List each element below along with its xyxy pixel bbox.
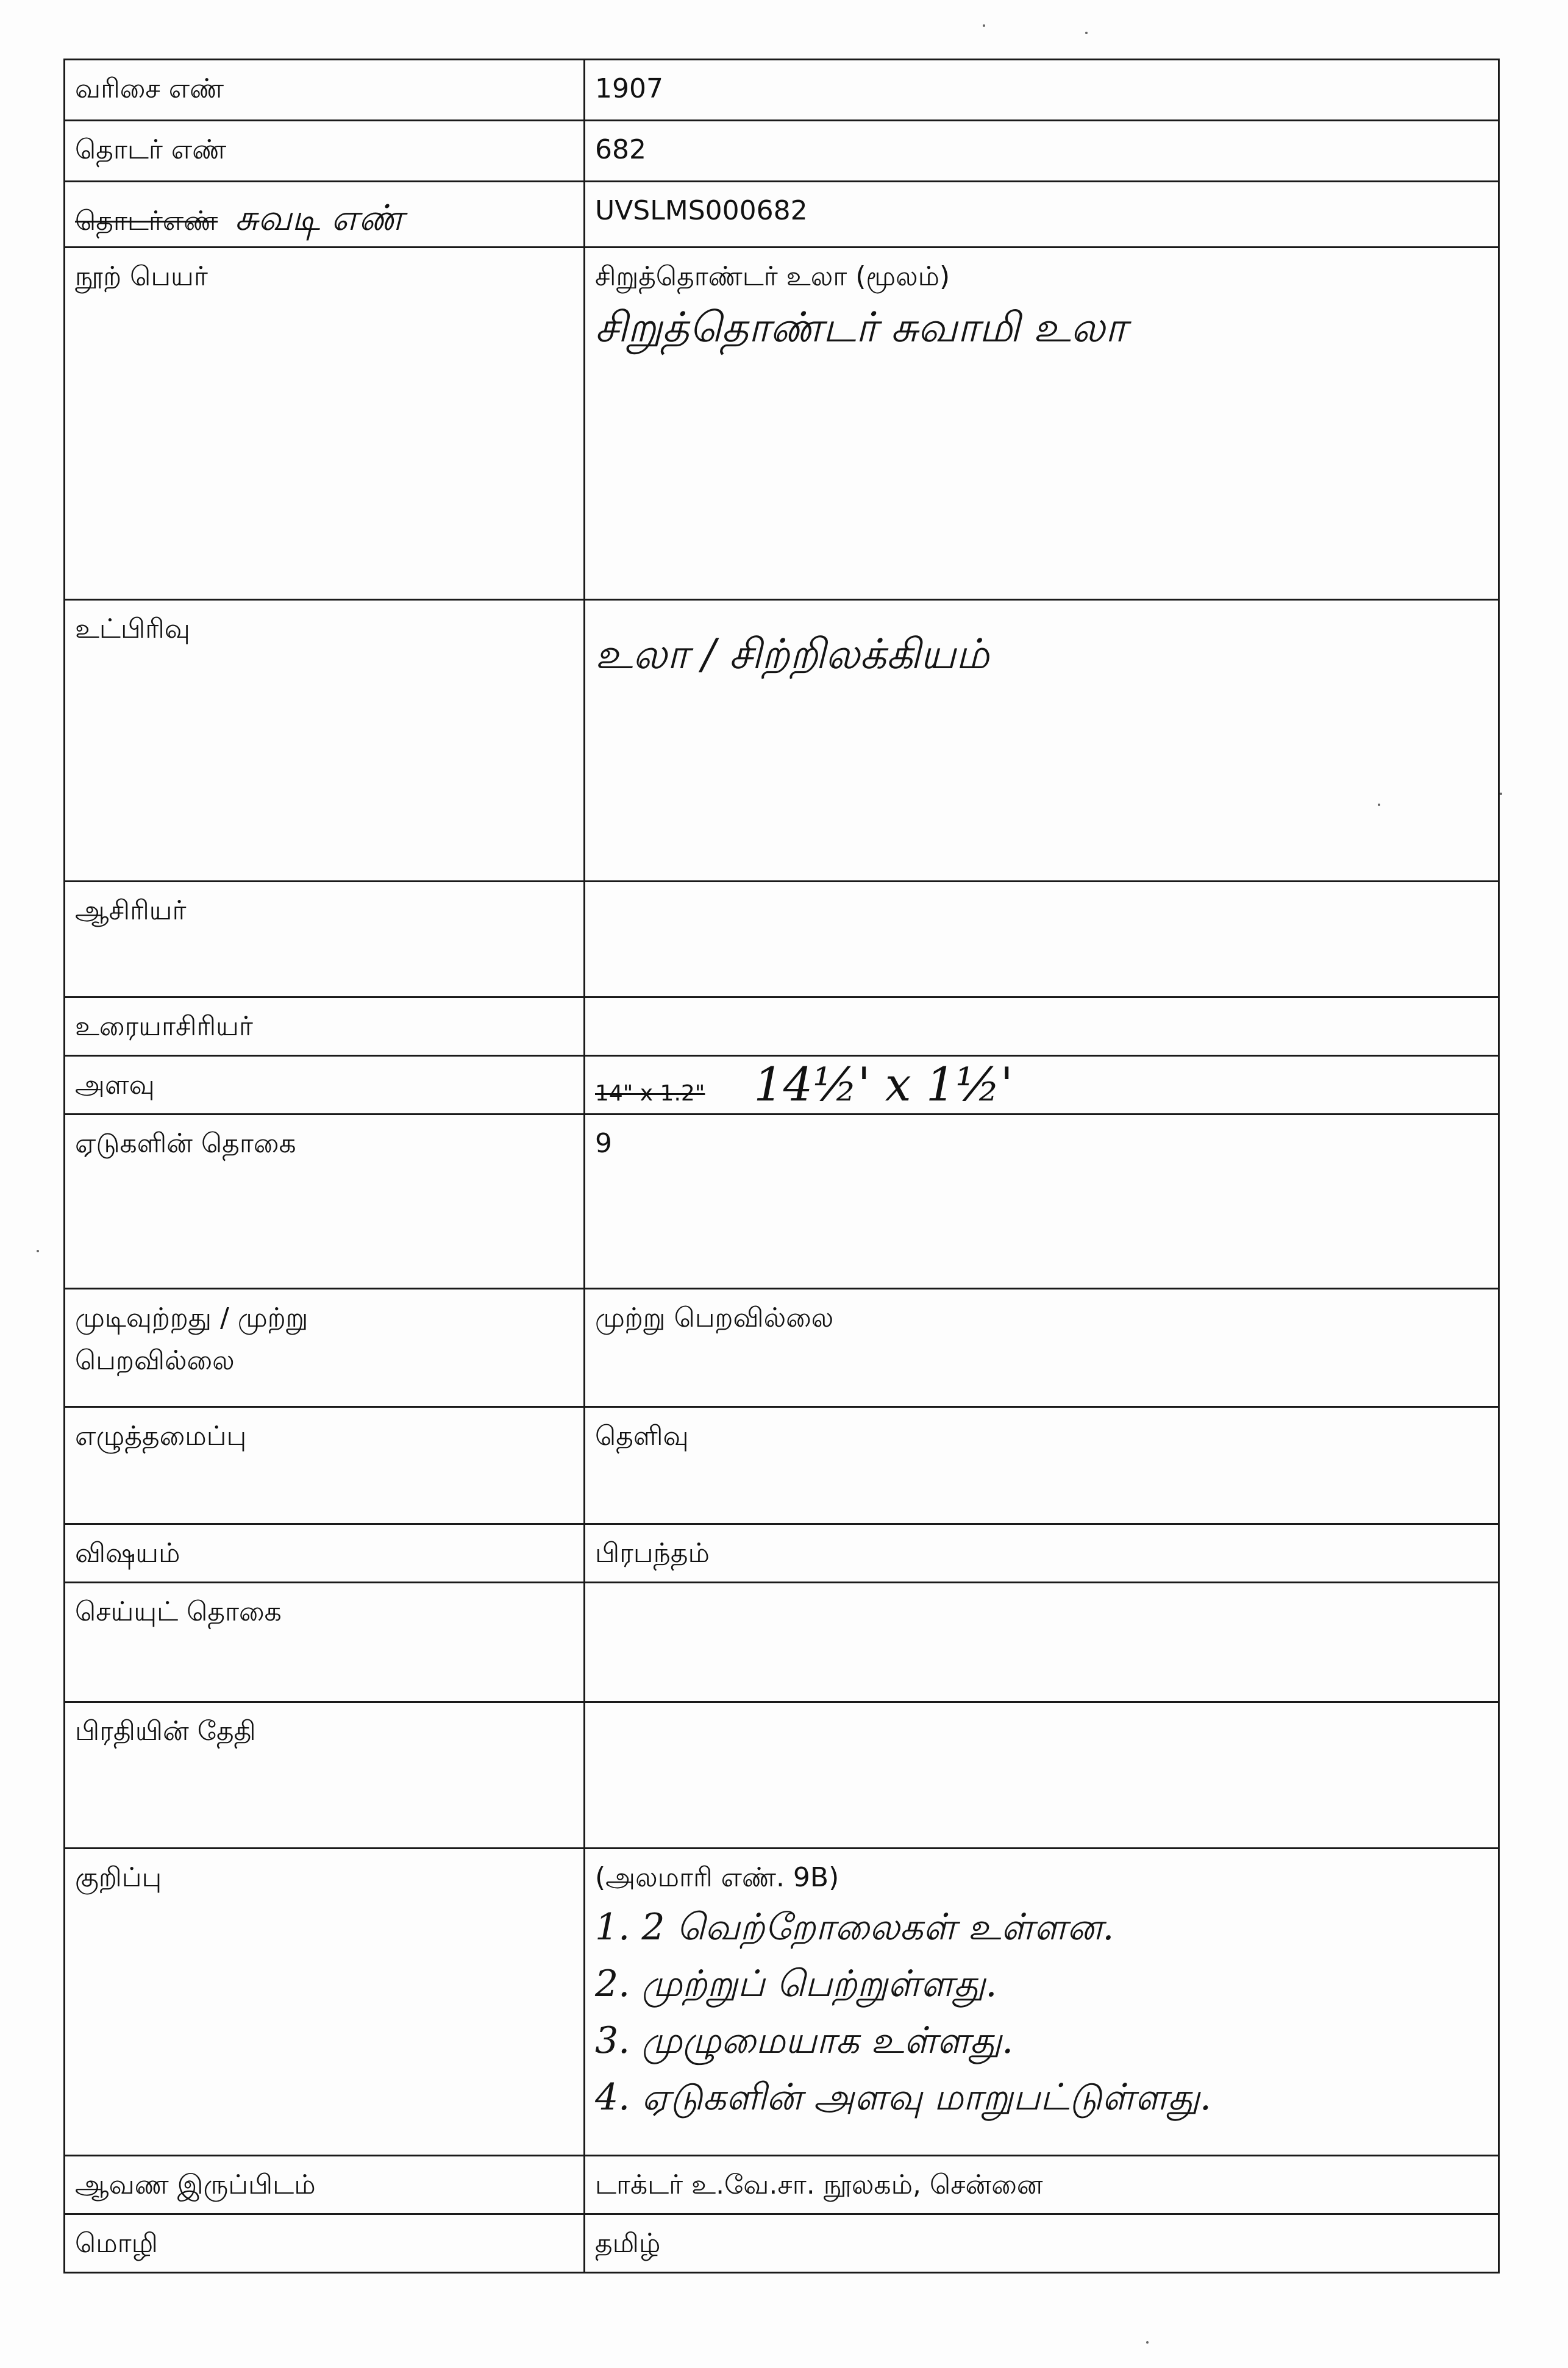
subject-value: பிரபந்தம் bbox=[585, 1524, 1499, 1582]
row-subject bbox=[65, 1524, 1499, 1582]
language-value: தமிழ் bbox=[585, 2214, 1499, 2272]
row-notes bbox=[65, 1848, 1499, 2155]
repository-value: டாக்டர் உ.வே.சா. நூலகம், சென்னை bbox=[585, 2155, 1499, 2214]
title-handwritten: சிறுத்தொண்டர் சுவாமி உலா bbox=[595, 304, 1127, 352]
verses-value bbox=[585, 1582, 1499, 1702]
title-cell bbox=[585, 247, 1499, 599]
series-no-label: தொடர் எண் bbox=[65, 121, 585, 182]
row-repository bbox=[65, 2155, 1499, 2214]
copy-date-value bbox=[585, 1702, 1499, 1848]
verses-label: செய்யுட் தொகை bbox=[65, 1582, 585, 1702]
notes-line-1: 1. 2 வெற்றோலைகள் உள்ளன. bbox=[595, 1906, 1114, 1949]
row-size bbox=[65, 1055, 1499, 1114]
size-printed-struck: 14" x 1.2" bbox=[595, 1080, 705, 1106]
access-no-value: UVSLMS000682 bbox=[585, 182, 1499, 248]
title-printed: சிறுத்தொண்டர் உலா (மூலம்) bbox=[595, 260, 950, 292]
size-handwritten: 14½' x 1½' bbox=[754, 1057, 1013, 1111]
row-language bbox=[65, 2214, 1499, 2272]
row-title bbox=[65, 247, 1499, 599]
row-verses bbox=[65, 1582, 1499, 1702]
subdivision-cell bbox=[585, 599, 1499, 881]
completeness-label: முடிவுற்றது / முற்று பெறவில்லை bbox=[65, 1288, 585, 1407]
notes-line-3: 3. முழுமையாக உள்ளது. bbox=[595, 2019, 1014, 2063]
author-label: ஆசிரியர் bbox=[65, 881, 585, 997]
scan-speck bbox=[1085, 32, 1088, 34]
manuscript-record-table bbox=[63, 59, 1500, 2273]
scan-speck bbox=[983, 24, 985, 27]
row-completeness bbox=[65, 1288, 1499, 1407]
notes-line-2: 2. முற்றுப் பெற்றுள்ளது. bbox=[595, 1963, 997, 2006]
scan-speck bbox=[1146, 2341, 1149, 2344]
leaves-label: ஏடுகளின் தொகை bbox=[65, 1114, 585, 1288]
script-label: எழுத்தமைப்பு bbox=[65, 1407, 585, 1524]
row-series-no bbox=[65, 121, 1499, 182]
copy-date-label: பிரதியின் தேதி bbox=[65, 1702, 585, 1848]
size-label: அளவு bbox=[65, 1055, 585, 1114]
completeness-value: முற்று பெறவில்லை bbox=[585, 1288, 1499, 1407]
subdivision-label: உட்பிரிவு bbox=[65, 599, 585, 881]
scan-speck bbox=[1500, 793, 1502, 795]
language-label: மொழி bbox=[65, 2214, 585, 2272]
row-author bbox=[65, 881, 1499, 997]
title-label: நூற் பெயர் bbox=[65, 247, 585, 599]
commentator-label: உரையாசிரியர் bbox=[65, 997, 585, 1055]
subject-label: விஷயம் bbox=[65, 1524, 585, 1582]
access-no-label-handwritten: சுவடி எண் bbox=[235, 197, 404, 238]
notes-line-4: 4. ஏடுகளின் அளவு மாறுபட்டுள்ளது. bbox=[595, 2076, 1211, 2119]
row-commentator bbox=[65, 997, 1499, 1055]
size-cell bbox=[585, 1055, 1499, 1114]
subdivision-handwritten: உலா / சிற்றிலக்கியம் bbox=[595, 630, 989, 679]
serial-no-value: 1907 bbox=[585, 60, 1499, 121]
notes-printed: (அலமாரி எண். 9B) bbox=[595, 1861, 839, 1893]
row-leaves bbox=[65, 1114, 1499, 1288]
author-value bbox=[585, 881, 1499, 997]
leaves-value: 9 bbox=[585, 1114, 1499, 1288]
row-access-no bbox=[65, 182, 1499, 248]
script-value: தெளிவு bbox=[585, 1407, 1499, 1524]
access-no-label-struck: தொடர்எண் bbox=[75, 205, 218, 237]
access-no-label bbox=[65, 182, 585, 248]
repository-label: ஆவண இருப்பிடம் bbox=[65, 2155, 585, 2214]
commentator-value bbox=[585, 997, 1499, 1055]
row-subdivision bbox=[65, 599, 1499, 881]
notes-cell bbox=[585, 1848, 1499, 2155]
row-script bbox=[65, 1407, 1499, 1524]
series-no-value: 682 bbox=[585, 121, 1499, 182]
serial-no-label: வரிசை எண் bbox=[65, 60, 585, 121]
scan-speck bbox=[37, 1250, 39, 1252]
row-serial-no bbox=[65, 60, 1499, 121]
notes-label: குறிப்பு bbox=[65, 1848, 585, 2155]
row-copy-date bbox=[65, 1702, 1499, 1848]
